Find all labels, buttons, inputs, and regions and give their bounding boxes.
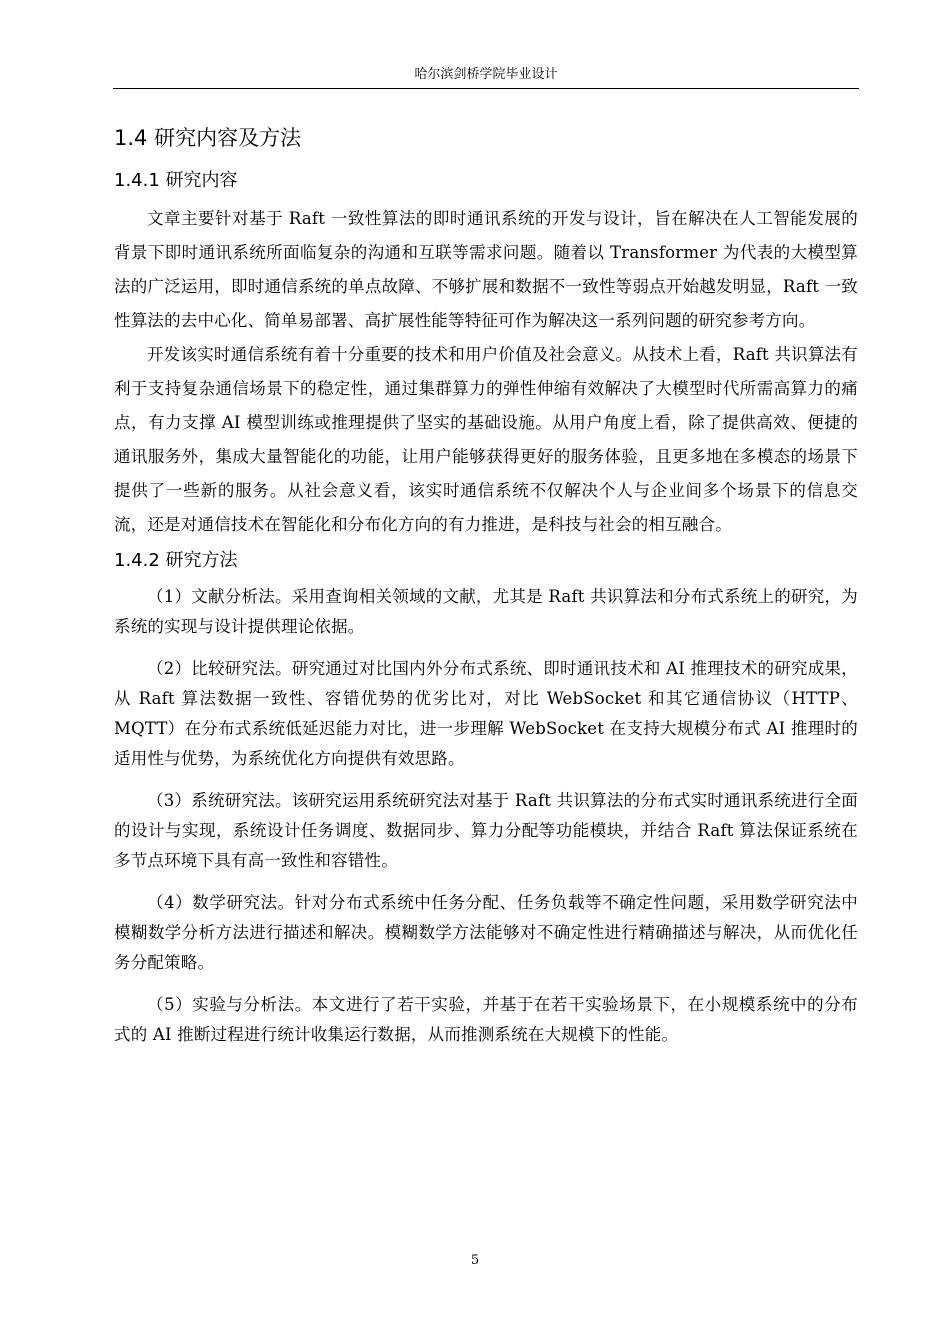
method-item: （1）文献分析法。采用查询相关领域的文献，尤其是 Raft 共识算法和分布式系统上的研究，为系统的实现与设计提供理论依据。 xyxy=(114,587,858,636)
body-paragraph: 开发该实时通信系统有着十分重要的技术和用户价值及社会意义。从技术上看，Raft 共识算法有利于支持复杂通信场景下的稳定性，通过集群算力的弹性伸缩有效解决了大模型时代所需高算力的痛点，有力支撑 AI 模型训练或推理提供了坚实的基础设施。从用户角度上看，除了提供高效、便捷的通讯服务外，集成大量智能化的功能，让用户能够获得更好的服务体验，且更多地在多模态的场景下提供了一些新的服务。从社会意义看，该实时通信系统不仅解决个人与企业间多个场景下的信息交流，还是对通信技术在智能化和分布化方向的有力推进，是科技与社会的相互融合。 xyxy=(114,345,858,534)
method-item: （2）比较研究法。研究通过对比国内外分布式系统、即时通讯技术和 AI 推理技术的研究成果，从 Raft 算法数据一致性、容错优势的优劣比对，对比 WebSocket 和其它通信协议（HTTP、MQTT）在分布式系统低延迟能力对比，进一步理解 WebSocket 在支持大规模分布式 AI 推理时的适用性与优势，为系统优化方向提供有效思路。 xyxy=(114,659,858,768)
page-content xyxy=(114,118,858,1058)
section-heading: 1.4 研究内容及方法 xyxy=(114,126,302,150)
page-header: 哈尔滨剑桥学院毕业设计 xyxy=(414,67,558,82)
method-item: （4）数学研究法。针对分布式系统中任务分配、任务负载等不确定性问题，采用数学研究法中模糊数学分析方法进行描述和解决。模糊数学方法能够对不确定性进行精确描述与解决，从而优化任务分配策略。 xyxy=(114,893,858,972)
method-item: （5）实验与分析法。本文进行了若干实验，并基于在若干实验场景下，在小规模系统中的分布式的 AI 推断过程进行统计收集运行数据，从而推测系统在大规模下的性能。 xyxy=(114,995,858,1044)
subsection-heading-methods: 1.4.2 研究方法 xyxy=(114,550,238,571)
method-item: （3）系统研究法。该研究运用系统研究法对基于 Raft 共识算法的分布式实时通讯系统进行全面的设计与实现，系统设计任务调度、数据同步、算力分配等功能模块，并结合 Raft 算法保证系统在多节点环境下具有高一致性和容错性。 xyxy=(114,791,858,870)
body-paragraph: 文章主要针对基于 Raft 一致性算法的即时通讯系统的开发与设计，旨在解决在人工智能发展的背景下即时通讯系统所面临复杂的沟通和互联等需求问题。随着以 Transformer 为代表的大模型算法的广泛运用，即时通信系统的单点故障、不够扩展和数据不一致性等弱点开始越发明显，Raft 一致性算法的去中心化、简单易部署、高扩展性能等特征可作为解决这一系列问题的研究参考方向。 xyxy=(114,209,858,330)
page-number: 5 xyxy=(470,1253,480,1268)
subsection-heading-content: 1.4.1 研究内容 xyxy=(114,170,238,191)
header-divider xyxy=(113,88,859,89)
